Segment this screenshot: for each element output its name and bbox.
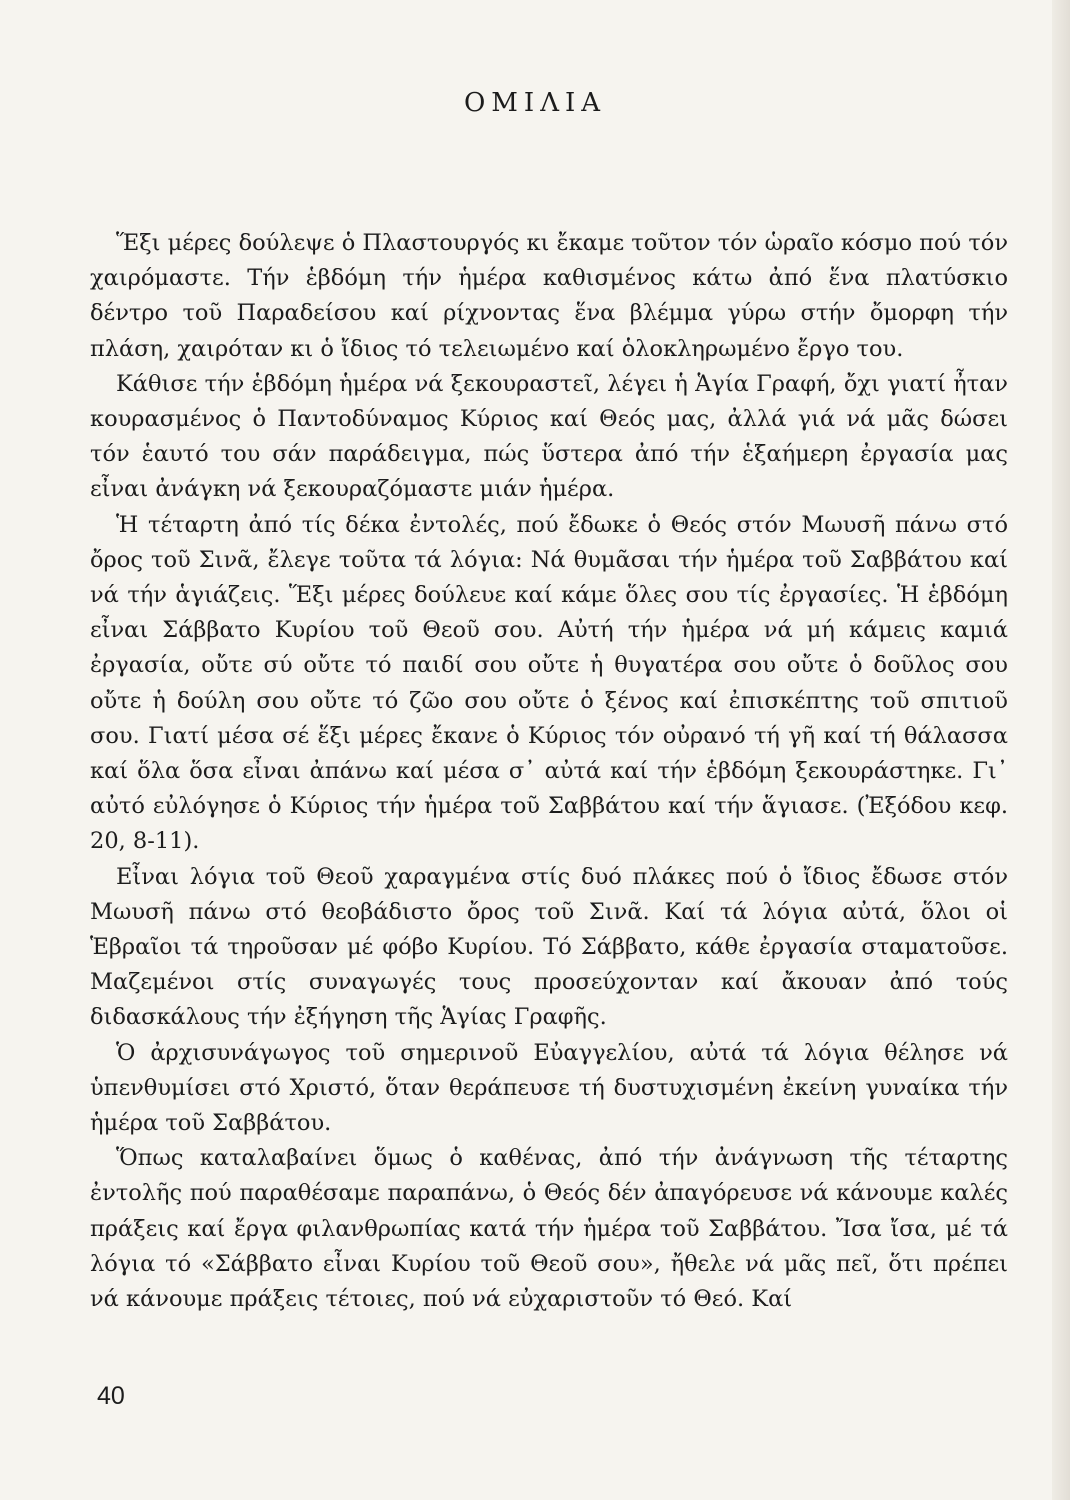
page-title: ΟΜΙΛΙΑ xyxy=(463,88,607,118)
paragraph-6: Ὅπως καταλαβαίνει ὅμως ὁ καθένας, ἀπό τήν ἀνάγνωση τῆς τέταρτης ἐντολῆς πού παραθέσαμε παραπάνω, ὁ Θεός δέν ἀπαγόρευσε νά κάνουμε καλές πράξεις καί ἔργα φιλανθρωπίας κατά τήν ἡμέρα τοῦ Σαββάτου. Ἴσα ἴσα, μέ τά λόγια τό «Σάββατο εἶναι Κυρίου τοῦ Θεοῦ σου», ἤθελε νά μᾶς πεῖ, ὅτι πρέπει νά κάνουμε πράξεις τέτοιες, πού νά εὐχαριστοῦν τό Θεό. Καί xyxy=(90,1145,1008,1313)
paragraph-4: Εἶναι λόγια τοῦ Θεοῦ χαραγμένα στίς δυό πλάκες πού ὁ ἴδιος ἔδωσε στόν Μωυσῆ πάνω στό θεοβάδιστο ὄρος τοῦ Σινᾶ. Καί τά λόγια αὐτά, ὅλοι οἱ Ἑβραῖοι τά τηροῦσαν μέ φόβο Κυρίου. Τό Σάββατο, κάθε ἐργασία σταματοῦσε. Μαζεμένοι στίς συναγωγές τους προσεύχονταν καί ἄκουαν ἀπό τούς διδασκάλους τήν ἐξήγηση τῆς Ἁγίας Γραφῆς. xyxy=(90,863,1008,1031)
body-text xyxy=(90,226,1008,1317)
paragraph-3: Ἡ τέταρτη ἀπό τίς δέκα ἐντολές, πού ἔδωκε ὁ Θεός στόν Μωυσῆ πάνω στό ὄρος τοῦ Σινᾶ, ἔλεγε τοῦτα τά λόγια: Νά θυμᾶσαι τήν ἡμέρα τοῦ Σαββάτου καί νά τήν ἁγιάζεις. Ἕξι μέρες δούλευε καί κάμε ὅλες σου τίς ἐργασίες. Ἡ ἑβδόμη εἶναι Σάββατο Κυρίου τοῦ Θεοῦ σου. Αὐτή τήν ἡμέρα νά μή κάμεις καμιά ἐργασία, οὔτε σύ οὔτε τό παιδί σου οὔτε ἡ θυγατέρα σου οὔτε ὁ δοῦλος σου οὔτε ἡ δούλη σου οὔτε τό ζῶο σου οὔτε ὁ ξένος καί ἐπισκέπτης τοῦ σπιτιοῦ σου. Γιατί μέσα σέ ἕξι μέρες ἔκανε ὁ Κύριος τόν οὐρανό τή γῆ καί τή θάλασσα καί ὅλα ὅσα εἶναι ἀπάνω καί μέσα σ᾽ αὐτά καί τήν ἑβδόμη ξεκουράστηκε. Γι᾽ αὐτό εὐλόγησε ὁ Κύριος τήν ἡμέρα τοῦ Σαββάτου καί τήν ἅγιασε. (Ἐξόδου κεφ. 20, 8-11). xyxy=(90,511,1008,855)
page-number: 40 xyxy=(97,1382,125,1410)
paragraph-2: Κάθισε τήν ἑβδόμη ἡμέρα νά ξεκουραστεῖ, λέγει ἡ Ἁγία Γραφή, ὄχι γιατί ἦταν κουρασμένος ὁ Παντοδύναμος Κύριος καί Θεός μας, ἀλλά γιά νά μᾶς δώσει τόν ἑαυτό του σάν παράδειγμα, πώς ὕστερα ἀπό τήν ἑξαήμερη ἐργασία μας εἶναι ἀνάγκη νά ξεκουραζόμαστε μιάν ἡμέρα. xyxy=(90,370,1008,503)
paragraph-1: Ἕξι μέρες δούλεψε ὁ Πλαστουργός κι ἔκαμε τοῦτον τόν ὡραῖο κόσμο πού τόν χαιρόμαστε. Τήν ἑβδόμη τήν ἡμέρα καθισμένος κάτω ἀπό ἕνα πλατύσκιο δέντρο τοῦ Παραδείσου καί ρίχνοντας ἕνα βλέμμα γύρω στήν ὄμορφη τήν πλάση, χαιρόταν κι ὁ ἴδιος τό τελειωμένο καί ὁλοκληρωμένο ἔργο του. xyxy=(90,230,1009,362)
page-edge xyxy=(1052,0,1070,1500)
paragraph-5: Ὁ ἀρχισυνάγωγος τοῦ σημερινοῦ Εὐαγγελίου, αὐτά τά λόγια θέλησε νά ὑπενθυμίσει στό Χριστό, ὅταν θεράπευσε τή δυστυχισμένη ἐκείνη γυναίκα τήν ἡμέρα τοῦ Σαββάτου. xyxy=(90,1039,1008,1137)
